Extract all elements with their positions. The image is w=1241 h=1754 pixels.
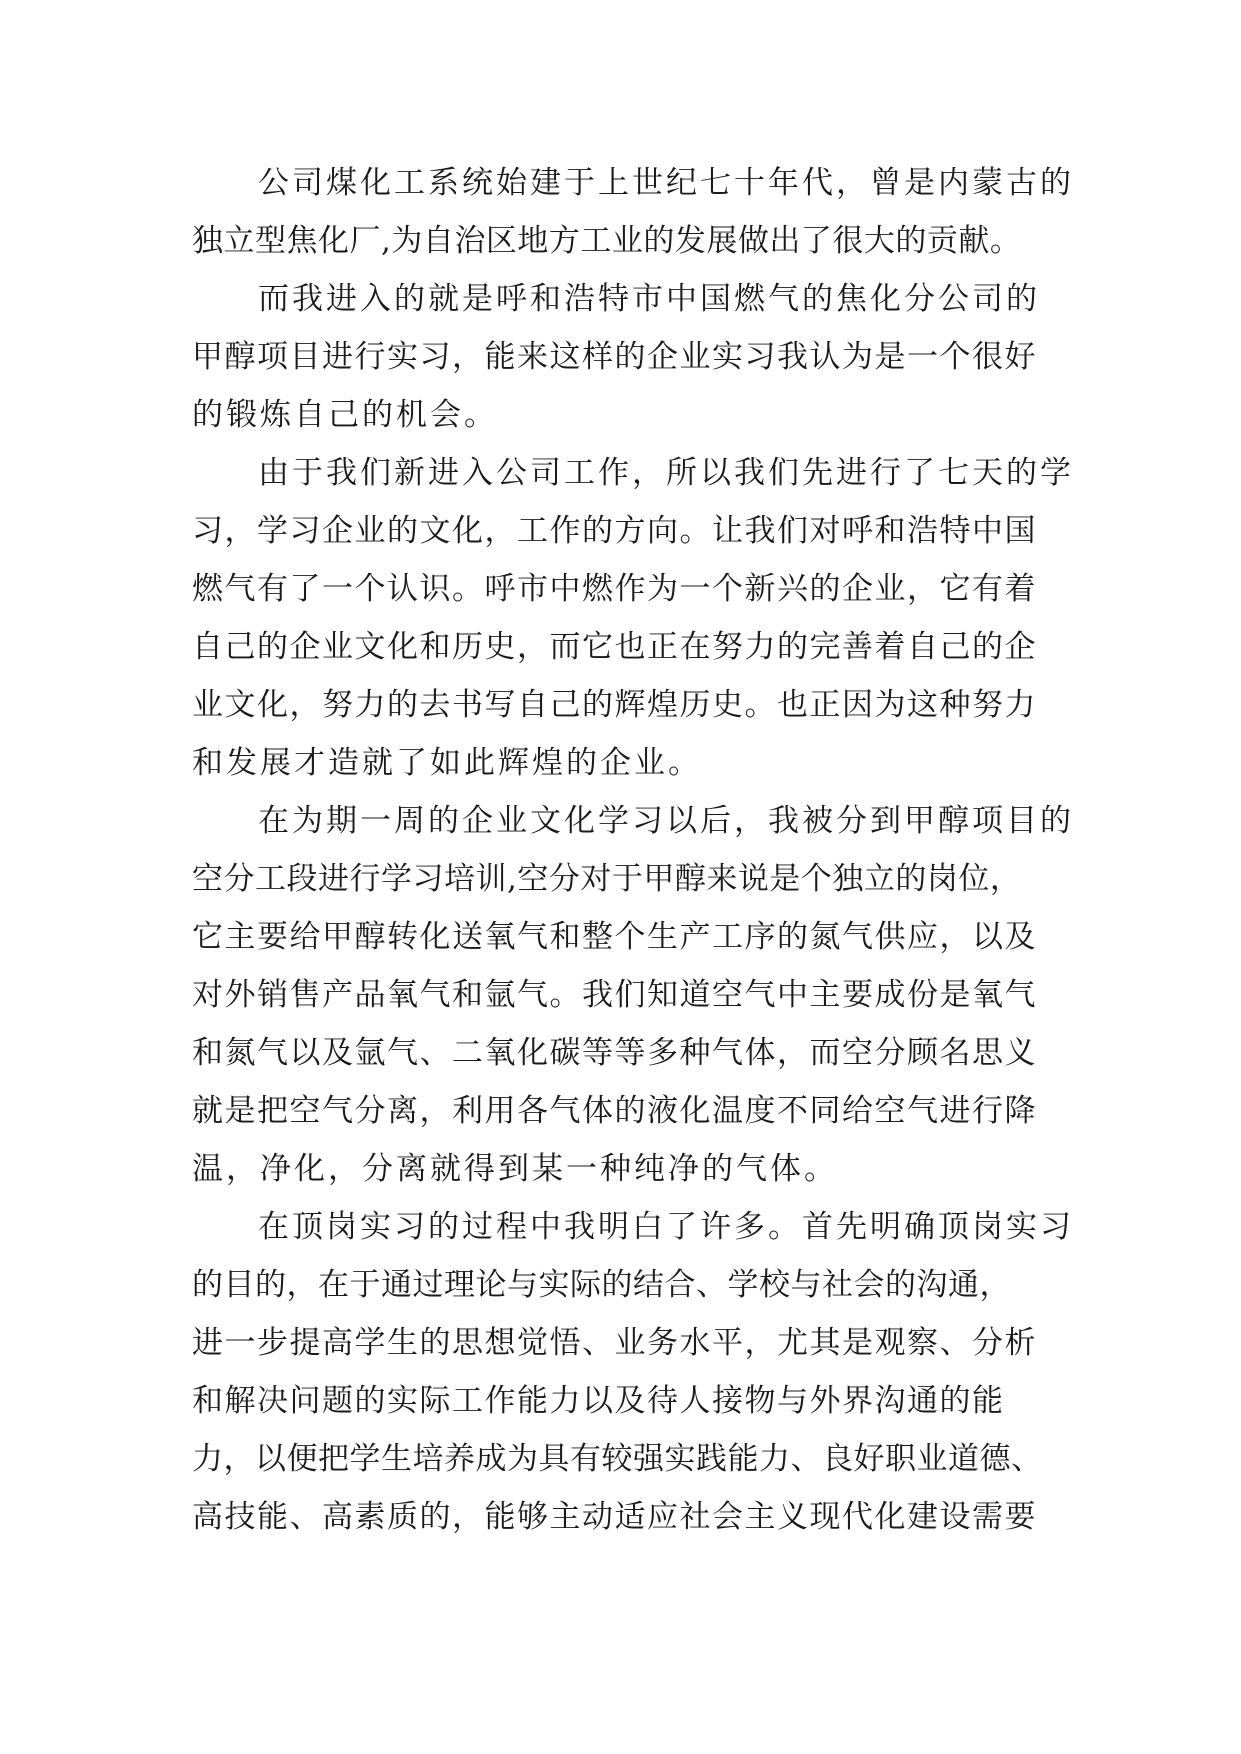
paragraph-5-line-6: 高技能、高素质的，能够主动适应社会主义现代化建设需要: [192, 1499, 1037, 1535]
paragraph-5-line-4: 和解决问题的实际工作能力以及待人接物与外界沟通的能: [192, 1383, 1005, 1419]
paragraph-3-line-2: 习，学习企业的文化，工作的方向。让我们对呼和浩特中国: [192, 513, 1037, 549]
paragraph-5-line-1: 在顶岗实习的过程中我明白了许多。首先明确顶岗实习: [258, 1209, 1074, 1245]
paragraph-3-line-5: 业文化，努力的去书写自己的辉煌历史。也正因为这种努力: [192, 687, 1037, 723]
paragraph-4-line-5: 和氮气以及氩气、二氧化碳等等多种气体，而空分顾名思义: [192, 1035, 1037, 1071]
paragraph-2-line-1: 而我进入的就是呼和浩特市中国燃气的焦化分公司的: [258, 281, 1040, 317]
paragraph-4-line-6: 就是把空气分离，利用各气体的液化温度不同给空气进行降: [192, 1093, 1037, 1129]
paragraph-3-line-6: 和发展才造就了如此辉煌的企业。: [192, 745, 702, 781]
paragraph-4-line-7: 温，净化，分离就得到某一种纯净的气体。: [192, 1151, 838, 1187]
paragraph-4-line-4: 对外销售产品氧气和氩气。我们知道空气中主要成份是氧气: [192, 977, 1037, 1013]
paragraph-3-line-1: 由于我们新进入公司工作，所以我们先进行了七天的学: [258, 455, 1074, 491]
paragraph-4-line-2: 空分工段进行学习培训,空分对于甲醇来说是个独立的岗位，: [192, 861, 1022, 897]
paragraph-2-line-3: 的锻炼自己的机会。: [192, 397, 498, 433]
paragraph-3-line-3: 燃气有了一个认识。呼市中燃作为一个新兴的企业，它有着: [192, 571, 1037, 607]
paragraph-1-line-2: 独立型焦化厂,为自治区地方工业的发展做出了很大的贡献。: [192, 223, 1022, 259]
paragraph-5-line-5: 力，以便把学生培养成为具有较强实践能力、良好职业道德、: [192, 1441, 1043, 1477]
paragraph-5-line-3: 进一步提高学生的思想觉悟、业务水平，尤其是观察、分析: [192, 1325, 1037, 1361]
paragraph-5-line-2: 的目的，在于通过理论与实际的结合、学校与社会的沟通，: [192, 1267, 1011, 1303]
paragraph-4-line-3: 它主要给甲醇转化送氧气和整个生产工序的氮气供应，以及: [192, 919, 1037, 955]
paragraph-1-line-1: 公司煤化工系统始建于上世纪七十年代，曾是内蒙古的: [258, 165, 1074, 201]
paragraph-4-line-1: 在为期一周的企业文化学习以后，我被分到甲醇项目的: [258, 803, 1074, 839]
paragraph-3-line-4: 自己的企业文化和历史，而它也正在努力的完善着自己的企: [192, 629, 1037, 665]
body-text: [192, 154, 1072, 1546]
paragraph-2-line-2: 甲醇项目进行实习，能来这样的企业实习我认为是一个很好: [192, 339, 1037, 375]
